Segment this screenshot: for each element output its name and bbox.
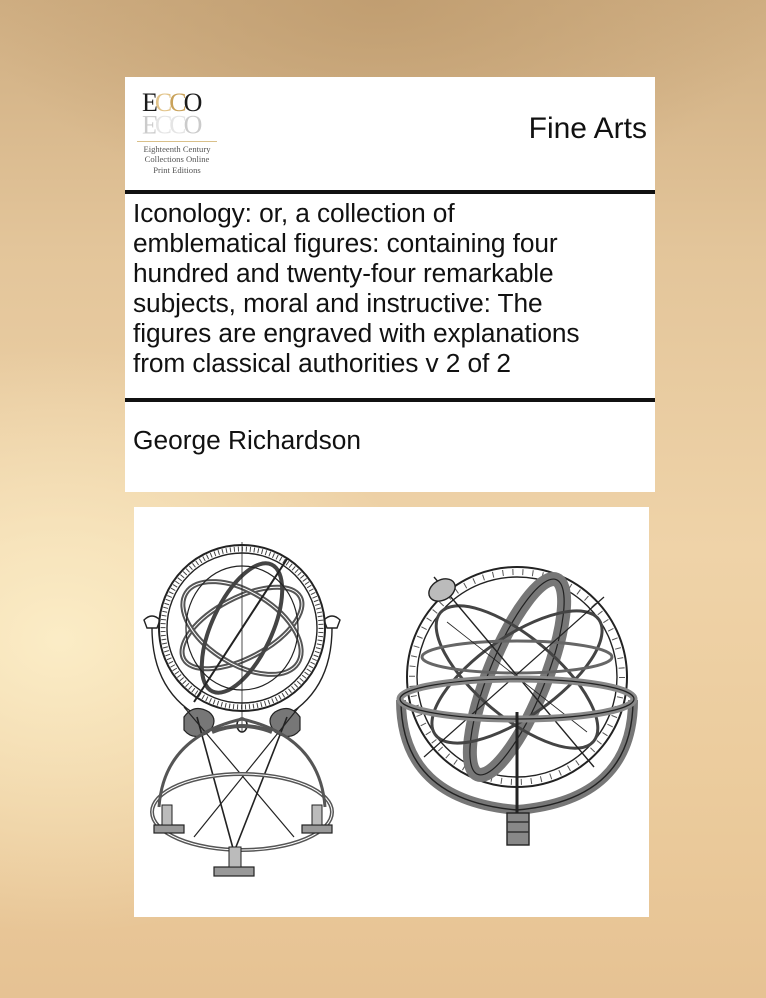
logo-letter-e: E: [142, 88, 155, 117]
armillary-sphere-on-stand-icon: [144, 542, 340, 876]
author-name: George Richardson: [133, 425, 362, 455]
logo-letter-c2: C: [169, 88, 184, 117]
title-line: subjects, moral and instructive: The: [133, 288, 543, 318]
ecco-logo-reflection: [142, 111, 199, 137]
logo-tagline-line: Eighteenth Century: [143, 144, 211, 154]
cover-text-panel: [125, 77, 655, 492]
ecco-logo: [134, 89, 218, 179]
logo-tagline-line: Print Editions: [153, 164, 201, 175]
title-line: Iconology: or, a collection of: [133, 198, 455, 228]
logo-reflect-c1: C: [154, 110, 170, 139]
armillary-sphere-in-hemisphere-icon: [400, 567, 634, 845]
illustration-panel: [134, 507, 649, 917]
logo-letter-o: O: [183, 88, 200, 117]
divider-top: [125, 190, 655, 194]
title-line: figures are engraved with explanations: [133, 318, 580, 348]
title-line: hundred and twenty-four remarkable: [133, 258, 554, 288]
armillary-spheres-illustration: [134, 507, 649, 917]
logo-reflect-c2: C: [169, 110, 184, 139]
category-label: Fine Arts: [528, 112, 647, 145]
logo-tagline-line: Collections Online: [144, 154, 210, 165]
title-line: emblematical figures: containing four: [133, 228, 558, 258]
logo-letter-c1: C: [154, 88, 170, 117]
logo-reflect-e: E: [142, 110, 155, 139]
logo-tagline: [134, 144, 220, 175]
title-line: from classical authorities v 2 of 2: [133, 348, 511, 378]
book-title: [133, 198, 653, 378]
logo-reflect-o: O: [183, 110, 200, 139]
divider-bottom: [125, 398, 655, 402]
logo-divider: [137, 141, 217, 142]
